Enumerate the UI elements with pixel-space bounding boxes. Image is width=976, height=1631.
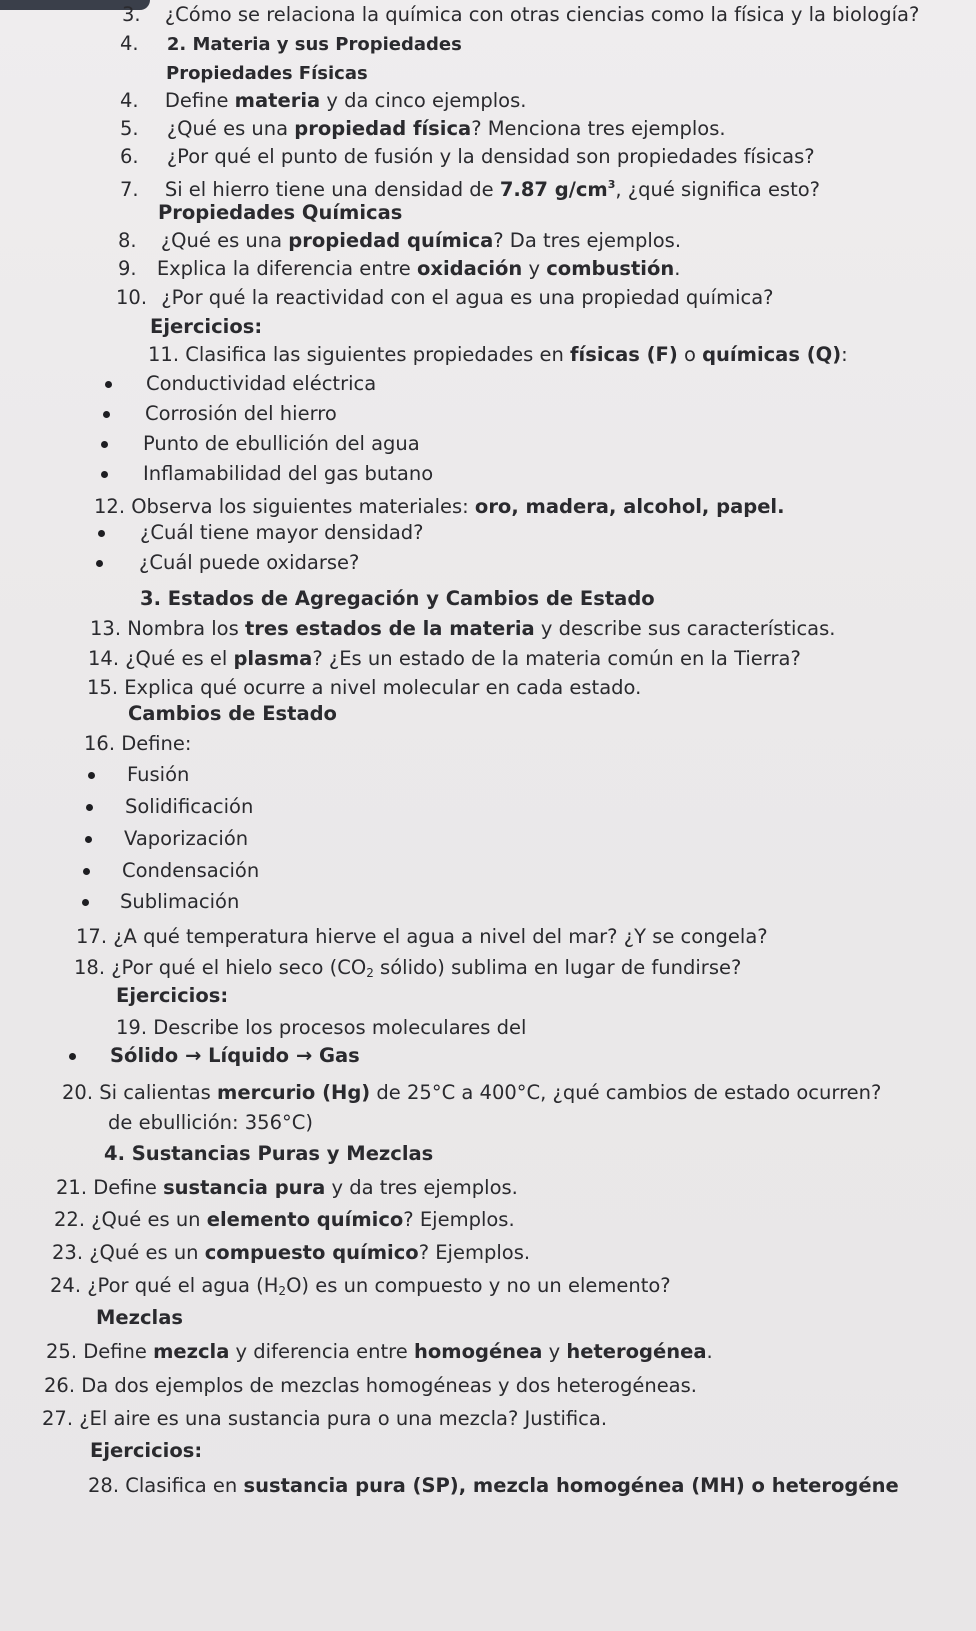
question-10 [116,286,774,310]
question-22 [54,1208,515,1232]
exercises-heading-2: Ejercicios: [116,984,229,1007]
bold-term: 7.87 g/cm [499,178,608,201]
question-number: 9. [118,257,137,280]
bold-term: materia [234,89,321,112]
subheading-mezclas: Mezclas [96,1306,183,1329]
bullet-dot [86,804,93,811]
text-segment: y da cinco ejemplos. [320,89,527,112]
bold-term: mercurio (Hg) [217,1081,371,1104]
subscript: 2 [366,966,374,980]
subheading-fisicas: Propiedades Físicas [166,63,368,84]
bold-term: plasma [233,647,313,670]
question-9 [118,257,680,281]
question-25 [46,1340,713,1364]
question-number: 3. [122,3,141,26]
text-segment: ? Menciona tres ejemplos. [471,117,726,140]
question-23 [52,1241,530,1265]
text-segment: de 25°C a 400°C, ¿qué cambios de estado ocurren? [370,1081,882,1104]
list-item: Sublimación [120,890,240,913]
question-16: 16. Define: [84,732,192,755]
subscript: 2 [278,1284,287,1298]
text-segment: ¿Qué es una [160,229,289,252]
subheading-quimicas: Propiedades Químicas [158,201,403,224]
question-number: 8. [118,229,137,252]
section-heading-2-row [120,32,462,57]
bold-term: oro, madera, alcohol, papel. [474,495,785,518]
question-13 [90,617,835,641]
question-text: ¿Por qué el punto de fusión y la densidad son propiedades físicas? [166,145,815,168]
bullet-dot [101,441,108,448]
subheading-cambios: Cambios de Estado [128,702,337,725]
text-segment: ? Ejemplos. [403,1208,515,1231]
text-segment: y da tres ejemplos. [325,1176,518,1199]
question-11 [148,343,848,367]
text-segment: . [706,1340,713,1363]
question-text: ¿Cómo se relaciona la química con otras ciencias como la física y la biología? [164,3,920,26]
list-item: Vaporización [124,827,249,850]
list-item: ¿Cuál tiene mayor densidad? [140,521,424,544]
text-segment: ¿Qué es una [166,117,295,140]
section-heading: 2. Materia y sus Propiedades [166,34,462,55]
question-8 [118,229,681,253]
text-segment: Si el hierro tiene una densidad de [164,178,500,201]
text-segment: 23. ¿Qué es un [52,1241,205,1264]
bold-term: heterogénea [566,1340,707,1363]
text-segment: 28. Clasifica en [88,1474,244,1497]
text-segment: 22. ¿Qué es un [54,1208,207,1231]
question-15: 15. Explica qué ocurre a nivel molecular en cada estado. [87,676,642,699]
list-item: Conductividad eléctrica [146,372,377,395]
question-20 [62,1081,881,1105]
bold-term: mezcla [153,1340,230,1363]
question-7 [120,173,820,202]
text-segment: y describe sus características. [534,617,836,640]
question-5 [120,117,726,141]
question-26: 26. Da dos ejemplos de mezclas homogéneas y dos heterogéneas. [44,1374,697,1397]
text-segment: ? Da tres ejemplos. [493,229,682,252]
bold-term: propiedad física [294,117,472,140]
text-segment: 24. ¿Por qué el agua (H [50,1274,279,1297]
text-segment: Define [164,89,235,112]
bullet-dot [88,772,95,779]
bold-term: físicas (F) [570,343,678,366]
exercises-heading-1: Ejercicios: [150,315,263,338]
list-item: Punto de ebullición del agua [143,432,420,455]
text-segment: 11. Clasifica las siguientes propiedades en [148,343,571,366]
text-segment: , ¿qué significa esto? [615,178,821,201]
list-item: Fusión [127,763,190,786]
list-item: Sólido → Líquido → Gas [110,1044,360,1067]
question-21 [56,1176,518,1200]
bullet-dot [98,530,105,537]
bold-term: compuesto químico [204,1241,419,1264]
question-28 [88,1474,899,1498]
bullet-dot [101,471,108,478]
text-segment: : [841,343,848,366]
text-segment: 20. Si calientas [62,1081,218,1104]
bullet-dot [105,381,112,388]
bold-term: homogénea [413,1340,543,1363]
list-item: Inflamabilidad del gas butano [143,462,434,485]
text-segment: o [677,343,703,366]
bold-term: combustión [546,257,675,280]
bullet-dot [85,836,92,843]
bullet-dot [103,411,110,418]
bold-term: sustancia pura [163,1176,326,1199]
list-item: Corrosión del hierro [145,402,337,425]
question-number: 5. [120,117,139,140]
text-segment: Explica la diferencia entre [156,257,417,280]
question-number: 4. [120,32,139,55]
question-12 [94,495,785,519]
text-segment: y [542,1340,567,1363]
list-item: ¿Cuál puede oxidarse? [139,551,360,574]
superscript: 3 [607,178,616,191]
section-heading-4: 4. Sustancias Puras y Mezclas [104,1142,434,1165]
question-4 [120,89,526,113]
text-segment: 18. ¿Por qué el hielo seco (CO [74,956,367,979]
text-segment: ? Ejemplos. [418,1241,531,1264]
question-number: 7. [120,178,139,201]
exercises-heading-3: Ejercicios: [90,1439,203,1462]
question-number: 10. [116,286,148,309]
bold-term: oxidación [417,257,523,280]
bold-term: propiedad química [288,229,494,252]
question-20-continuation: de ebullición: 356°C) [108,1111,313,1134]
bullet-dot [69,1053,76,1060]
text-segment: y diferencia entre [229,1340,414,1363]
text-segment: 13. Nombra los [90,617,245,640]
bold-term: elemento químico [206,1208,404,1231]
question-18 [74,956,741,985]
text-segment: 14. ¿Qué es el [88,647,234,670]
bold-term: sustancia pura (SP), mezcla homogénea (MH) o heterogéne [243,1474,899,1497]
question-19: 19. Describe los procesos moleculares del [116,1016,527,1039]
question-24 [50,1274,671,1303]
text-segment: ? ¿Es un estado de la materia común en la Tierra? [312,647,801,670]
text-segment: . [674,257,681,280]
question-text: ¿Por qué la reactividad con el agua es una propiedad química? [161,286,774,309]
bold-term: químicas (Q) [702,343,842,366]
text-segment: 21. Define [56,1176,164,1199]
question-17: 17. ¿A qué temperatura hierve el agua a nivel del mar? ¿Y se congela? [76,925,768,948]
bullet-dot [82,899,89,906]
bullet-dot [83,868,90,875]
question-number: 4. [120,89,139,112]
bullet-dot [96,560,103,567]
question-3 [122,3,919,27]
question-27: 27. ¿El aire es una sustancia pura o una mezcla? Justifica. [42,1407,608,1430]
question-14 [88,647,801,671]
question-number: 6. [120,145,139,168]
bold-term: tres estados de la materia [244,617,535,640]
text-segment: 25. Define [46,1340,154,1363]
section-heading-3: 3. Estados de Agregación y Cambios de Estado [140,587,655,610]
question-6 [120,145,815,169]
list-item: Solidificación [125,795,254,818]
text-segment: O) es un compuesto y no un elemento? [286,1274,671,1297]
text-segment: sólido) sublima en lugar de fundirse? [373,956,742,979]
text-segment: 12. Observa los siguientes materiales: [94,495,475,518]
text-segment: y [522,257,547,280]
list-item: Condensación [122,859,260,882]
